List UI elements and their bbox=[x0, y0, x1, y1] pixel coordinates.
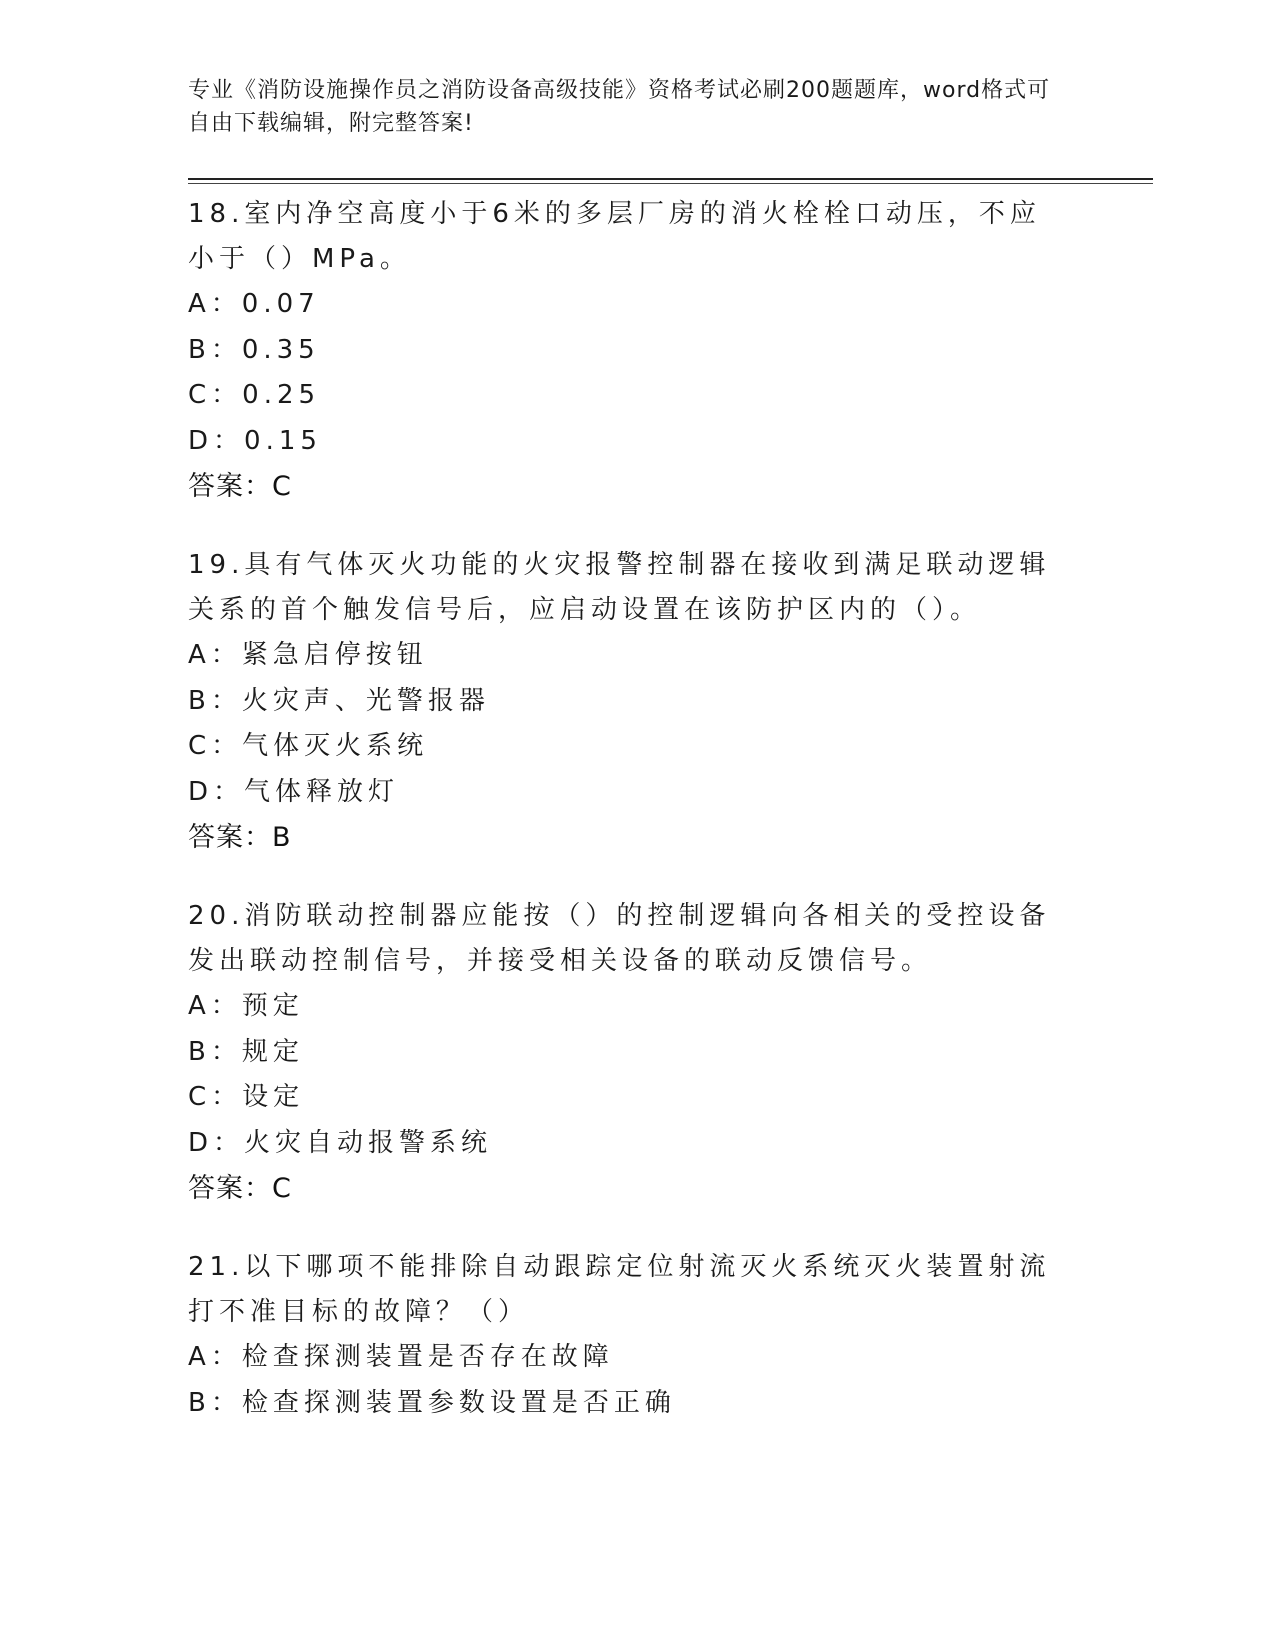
option-c: C：0.25 bbox=[188, 380, 321, 410]
option-b: B：火灾声、光警报器 bbox=[188, 685, 490, 716]
option-list bbox=[188, 282, 1068, 464]
header-divider-thin bbox=[188, 183, 1153, 184]
option-a: A：紧急启停按钮 bbox=[188, 640, 428, 670]
option-b: B：规定 bbox=[188, 1036, 304, 1067]
question-21 bbox=[188, 1245, 1068, 1426]
option-b: B：0.35 bbox=[188, 334, 320, 365]
option-a: A：检查探测装置是否存在故障 bbox=[188, 1342, 614, 1372]
question-stem: 21.以下哪项不能排除自动跟踪定位射流灭火系统灭火装置射流打不准目标的故障？（） bbox=[188, 1252, 1051, 1327]
option-d: D：气体释放灯 bbox=[188, 776, 400, 807]
document-header: 专业《消防设施操作员之消防设备高级技能》资格考试必刷200题题库，word格式可自由下载编辑，附完整答案! bbox=[188, 78, 1051, 136]
option-list bbox=[188, 633, 1068, 815]
question-stem: 20.消防联动控制器应能按（）的控制逻辑向各相关的受控设备发出联动控制信号，并接受相关设备的联动反馈信号。 bbox=[188, 901, 1051, 976]
question-20 bbox=[188, 894, 1068, 1211]
answer-line: 答案：C bbox=[188, 1173, 292, 1204]
option-c: C：气体灭火系统 bbox=[188, 731, 429, 761]
question-18 bbox=[188, 192, 1068, 509]
option-b: B：检查探测装置参数设置是否正确 bbox=[188, 1387, 676, 1418]
option-list bbox=[188, 984, 1068, 1166]
answer-line: 答案：B bbox=[188, 822, 292, 853]
option-a: A：0.07 bbox=[188, 289, 320, 319]
question-stem: 19.具有气体灭火功能的火灾报警控制器在接收到满足联动逻辑关系的首个触发信号后，应启动设置在该防护区内的（）。 bbox=[188, 550, 1051, 625]
option-c: C：设定 bbox=[188, 1082, 305, 1112]
answer-line: 答案：C bbox=[188, 471, 292, 502]
question-19 bbox=[188, 543, 1068, 860]
question-list bbox=[188, 192, 1068, 1460]
option-d: D：火灾自动报警系统 bbox=[188, 1127, 493, 1158]
option-list bbox=[188, 1335, 1068, 1426]
question-stem: 18.室内净空高度小于6米的多层厂房的消火栓栓口动压，不应小于（）MPa。 bbox=[188, 199, 1041, 274]
option-a: A：预定 bbox=[188, 991, 304, 1021]
option-d: D：0.15 bbox=[188, 425, 322, 456]
header-divider-thick bbox=[188, 178, 1153, 180]
